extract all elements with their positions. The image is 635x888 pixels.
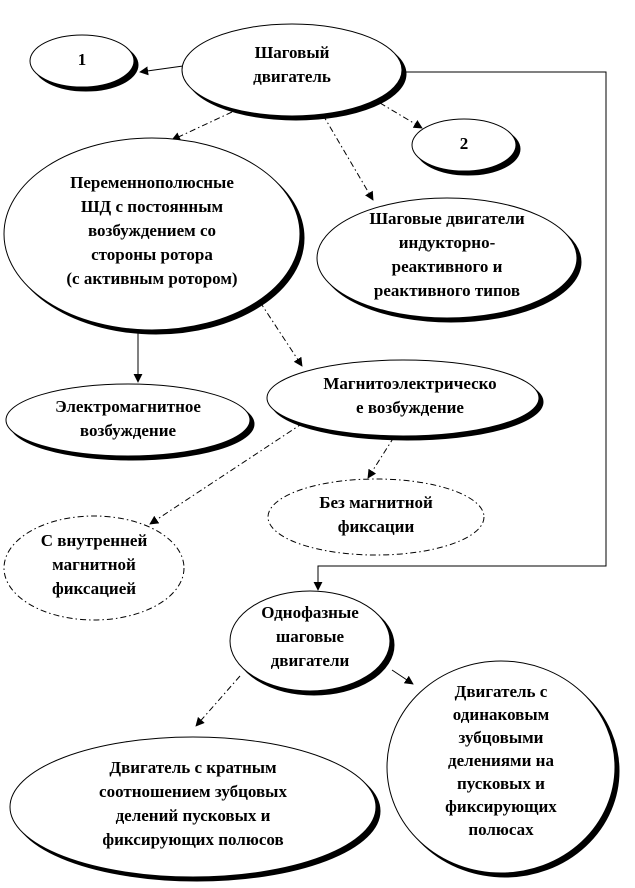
single-phase-label-line: Однофазные — [261, 602, 359, 622]
equal-teeth-label-line: делениями на — [448, 750, 554, 770]
single-phase-label-line: двигатели — [270, 650, 350, 670]
edge-stepper-to-permanent — [172, 112, 232, 140]
internal-fixation-label-line: магнитной — [52, 554, 136, 574]
node-ref-1 — [30, 35, 134, 87]
equal-teeth-label-line: полюсах — [468, 819, 534, 839]
node-internal-fixation — [4, 516, 184, 620]
node-stepper-motor — [182, 24, 402, 116]
multiple-ratio-label-line: соотношением зубцовых — [99, 781, 287, 801]
edge-stepper-to-ref2 — [380, 103, 422, 128]
edge-single-phase-to-equal-teeth — [392, 670, 413, 684]
inductor-reactive-label-line: реактивного типов — [373, 280, 521, 300]
stepper-motor-label-line: двигатель — [253, 66, 331, 86]
svg-text:Двигатель содинаковымзубцовыми — [445, 682, 557, 839]
ref-2-label-line: 2 — [459, 133, 469, 153]
inductor-reactive-label-line: реактивного и — [391, 256, 503, 276]
without-fixation-label-line: фиксации — [337, 516, 415, 536]
equal-teeth-label-line: Двигатель с — [454, 681, 548, 701]
permanent-excitation-label-line: ШД с постоянным — [80, 196, 224, 216]
permanent-excitation-label-line: Переменнополюсные — [70, 172, 234, 192]
equal-teeth-label-line: пусковых и — [457, 773, 545, 793]
node-permanent-excitation — [4, 138, 300, 330]
electromagnetic-label-line: Электромагнитное — [55, 396, 201, 416]
multiple-ratio-label-line: делений пусковых и — [115, 805, 271, 825]
multiple-ratio-label-line: фиксирующих полюсов — [102, 829, 284, 849]
permanent-excitation-label-line: стороны ротора — [91, 244, 213, 264]
equal-teeth-label-line: одинаковым — [452, 704, 550, 724]
edge-stepper-to-ref1 — [140, 66, 183, 72]
node-electromagnetic — [6, 384, 250, 456]
multiple-ratio-label-line: Двигатель с кратным — [109, 757, 277, 777]
permanent-excitation-label-line: (с активным ротором) — [66, 268, 238, 288]
internal-fixation-label-line: фиксацией — [51, 578, 137, 598]
electromagnetic-label-line: возбуждение — [79, 420, 177, 440]
node-magnetoelectric — [267, 360, 539, 436]
single-phase-label-line: шаговые — [275, 626, 345, 646]
edge-stepper-to-inductor — [323, 115, 373, 200]
node-multiple-ratio — [10, 737, 376, 877]
equal-teeth-label-line: зубцовыми — [458, 727, 544, 747]
edge-permanent-to-magnetoelectric — [260, 302, 302, 366]
node-equal-teeth — [387, 661, 615, 873]
node-single-phase — [230, 591, 390, 691]
internal-fixation-label-line: С внутренней — [40, 530, 148, 550]
inductor-reactive-label-line: индукторно- — [398, 232, 496, 252]
magnetoelectric-label-line: Магнитоэлектрическо — [323, 373, 497, 393]
equal-teeth-label-line: фиксирующих — [445, 796, 557, 816]
node-without-fixation — [268, 479, 484, 555]
node-ref-2 — [412, 119, 516, 171]
edge-magnetoelectric-to-without-fixation — [368, 437, 394, 478]
permanent-excitation-label-line: возбуждением со — [87, 220, 217, 240]
svg-text:С внутреннеймагнитнойфиксацией — [41, 531, 148, 598]
svg-text:ПеременнополюсныеШД с постоянн — [66, 173, 237, 288]
svg-text:2 — [460, 134, 469, 153]
inductor-reactive-label-line: Шаговые двигатели — [369, 208, 525, 228]
edge-single-phase-to-multiple-ratio — [196, 676, 240, 726]
ref-1-label-line: 1 — [77, 49, 87, 69]
magnetoelectric-label-line: е возбуждение — [356, 397, 464, 417]
without-fixation-label-line: Без магнитной — [319, 492, 433, 512]
node-inductor-reactive — [317, 198, 577, 318]
stepper-motor-label-line: Шаговый — [254, 42, 330, 62]
svg-text:1 — [78, 50, 87, 69]
